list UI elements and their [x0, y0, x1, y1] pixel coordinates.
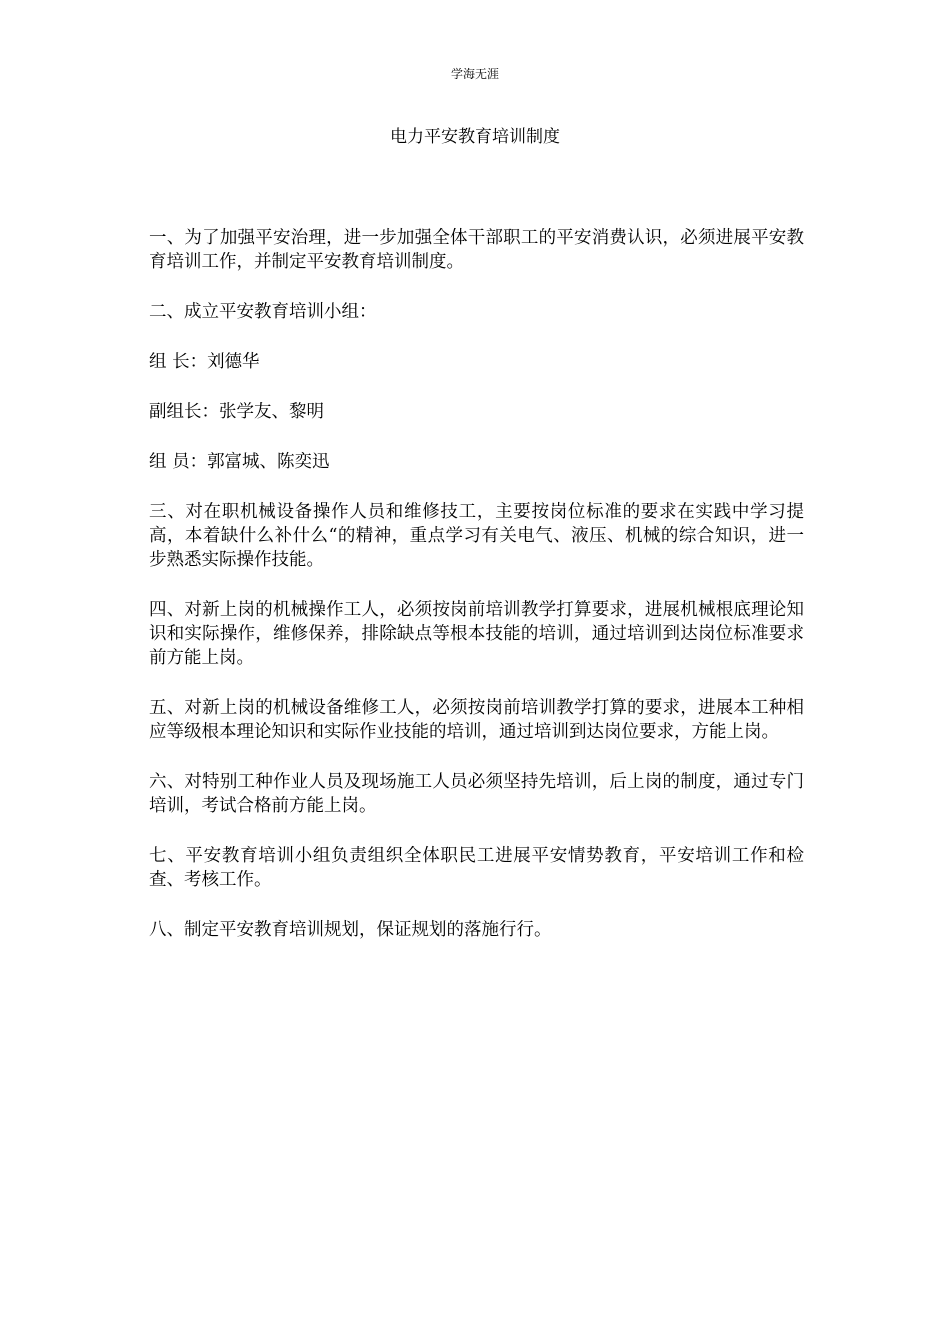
page-header: 学海无涯 [450, 67, 499, 81]
paragraph-leader: 组 长：刘德华 [149, 352, 260, 372]
paragraph-1: 一、为了加强平安治理，进一步加强全体干部职工的平安消费认识，必须进展平安教育培训工作，并制定平安教育培训制度。 [149, 228, 804, 272]
paragraph-2: 二、成立平安教育培训小组： [149, 302, 377, 322]
paragraph-5: 五、对新上岗的机械设备维修工人，必须按岗前培训教学打算的要求，进展本工种相应等级根本理论知识和实际作业技能的培训，通过培训到达岗位要求，方能上岗。 [149, 698, 804, 742]
paragraph-4: 四、对新上岗的机械操作工人，必须按岗前培训教学打算要求，进展机械根底理论知识和实际操作，维修保养，排除缺点等根本技能的培训，通过培训到达岗位标准要求前方能上岗。 [149, 600, 804, 668]
paragraph-deputy-leader: 副组长：张学友、黎明 [149, 402, 324, 422]
paragraph-8: 八、制定平安教育培训规划，保证规划的落施行行。 [149, 920, 552, 940]
paragraph-7: 七、平安教育培训小组负责组织全体职民工进展平安情势教育，平安培训工作和检查、考核工作。 [149, 846, 804, 890]
document-body [149, 226, 804, 968]
paragraph-members: 组 员：郭富城、陈奕迅 [149, 452, 330, 472]
paragraph-3: 三、对在职机械设备操作人员和维修技工，主要按岗位标准的要求在实践中学习提高，本着缺什么补什么“的精神，重点学习有关电气、液压、机械的综合知识，进一步熟悉实际操作技能。 [149, 502, 804, 570]
paragraph-6: 六、对特别工种作业人员及现场施工人员必须坚持先培训，后上岗的制度，通过专门培训，考试合格前方能上岗。 [149, 772, 804, 816]
document-title: 电力平安教育培训制度 [390, 127, 560, 147]
